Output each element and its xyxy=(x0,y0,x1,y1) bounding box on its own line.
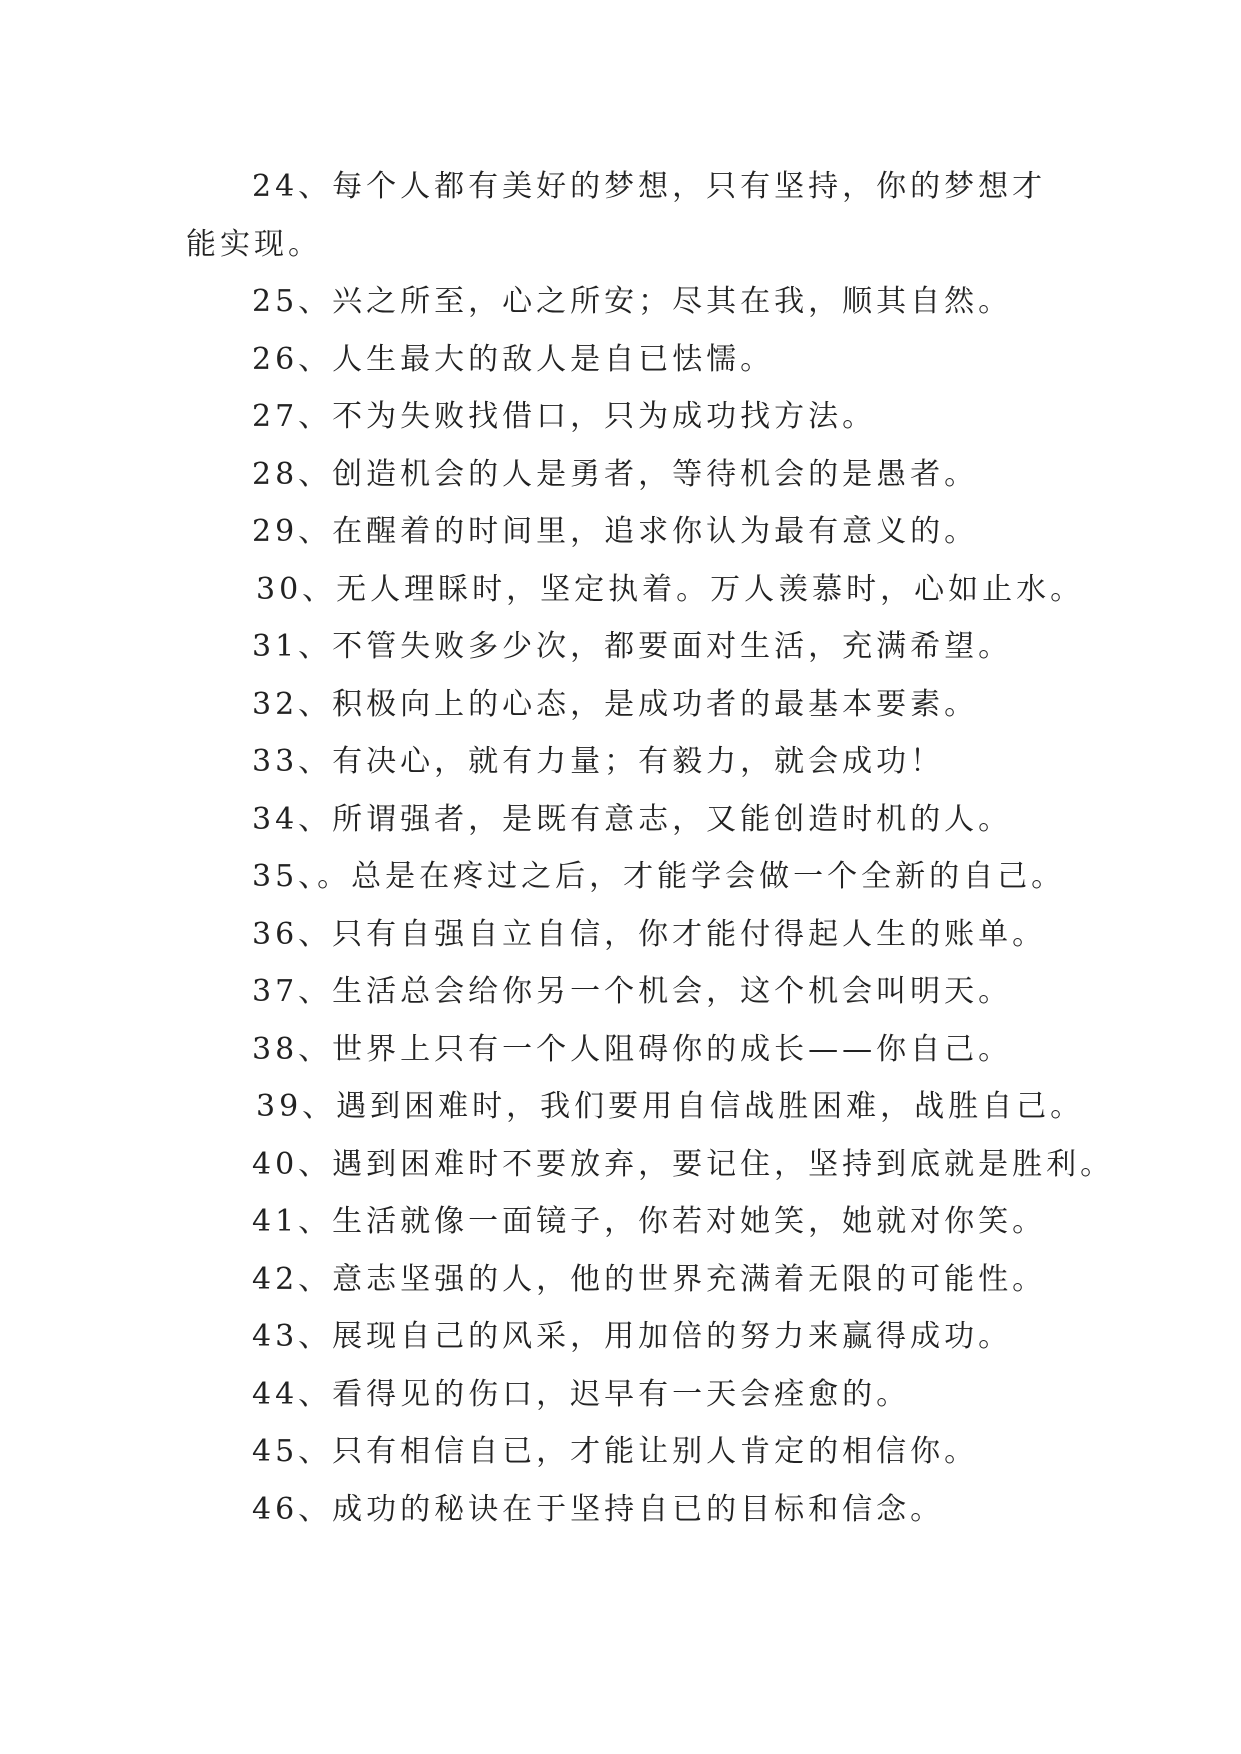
quote-34: 34、所谓强者，是既有意志，又能创造时机的人。 xyxy=(252,801,1013,837)
quote-40: 40、遇到困难时不要放弃，要记住，坚持到底就是胜利。 xyxy=(252,1146,1115,1182)
quote-24: 24、每个人都有美好的梦想，只有坚持，你的梦想才能实现。 xyxy=(186,169,1047,262)
quote-37: 37、生活总会给你另一个机会，这个机会叫明天。 xyxy=(252,974,1013,1009)
quote-25: 25、兴之所至，心之所安；尽其在我，顺其自然。 xyxy=(252,284,1013,319)
quote-36: 36、只有自强自立自信，你才能付得起人生的账单。 xyxy=(252,916,1047,952)
quote-32: 32、积极向上的心态，是成功者的最基本要素。 xyxy=(252,686,979,722)
quote-33: 33、有决心，就有力量；有毅力，就会成功！ xyxy=(252,744,945,779)
quote-46: 46、成功的秘诀在于坚持自已的目标和信念。 xyxy=(252,1491,945,1527)
quote-28: 28、创造机会的人是勇者，等待机会的是愚者。 xyxy=(252,456,979,492)
quote-38: 38、世界上只有一个人阻碍你的成长——你自己。 xyxy=(252,1031,1013,1067)
quote-41: 41、生活就像一面镜子，你若对她笑，她就对你笑。 xyxy=(252,1204,1047,1239)
quote-45: 45、只有相信自已，才能让别人肯定的相信你。 xyxy=(252,1434,979,1469)
quote-44: 44、看得见的伤口，迟早有一天会痊愈的。 xyxy=(252,1376,911,1412)
quote-43: 43、展现自己的风采，用加倍的努力来赢得成功。 xyxy=(252,1319,1013,1354)
quote-31: 31、不管失败多少次，都要面对生活，充满希望。 xyxy=(252,629,1013,664)
quote-29: 29、在醒着的时间里，追求你认为最有意义的。 xyxy=(252,514,979,549)
quote-39: 39、遇到困难时，我们要用自信战胜困难，战胜自己。 xyxy=(256,1089,1085,1124)
quote-35: 35、。总是在疼过之后，才能学会做一个全新的自己。 xyxy=(252,859,1066,894)
document-body xyxy=(186,158,1115,1538)
quote-30: 30、无人理睬时，坚定执着。万人羡慕时，心如止水。 xyxy=(256,571,1085,607)
quote-26: 26、人生最大的敌人是自已怯懦。 xyxy=(252,341,775,377)
quote-42: 42、意志坚强的人，他的世界充满着无限的可能性。 xyxy=(252,1261,1047,1297)
quote-27: 27、不为失败找借口，只为成功找方法。 xyxy=(252,399,877,434)
